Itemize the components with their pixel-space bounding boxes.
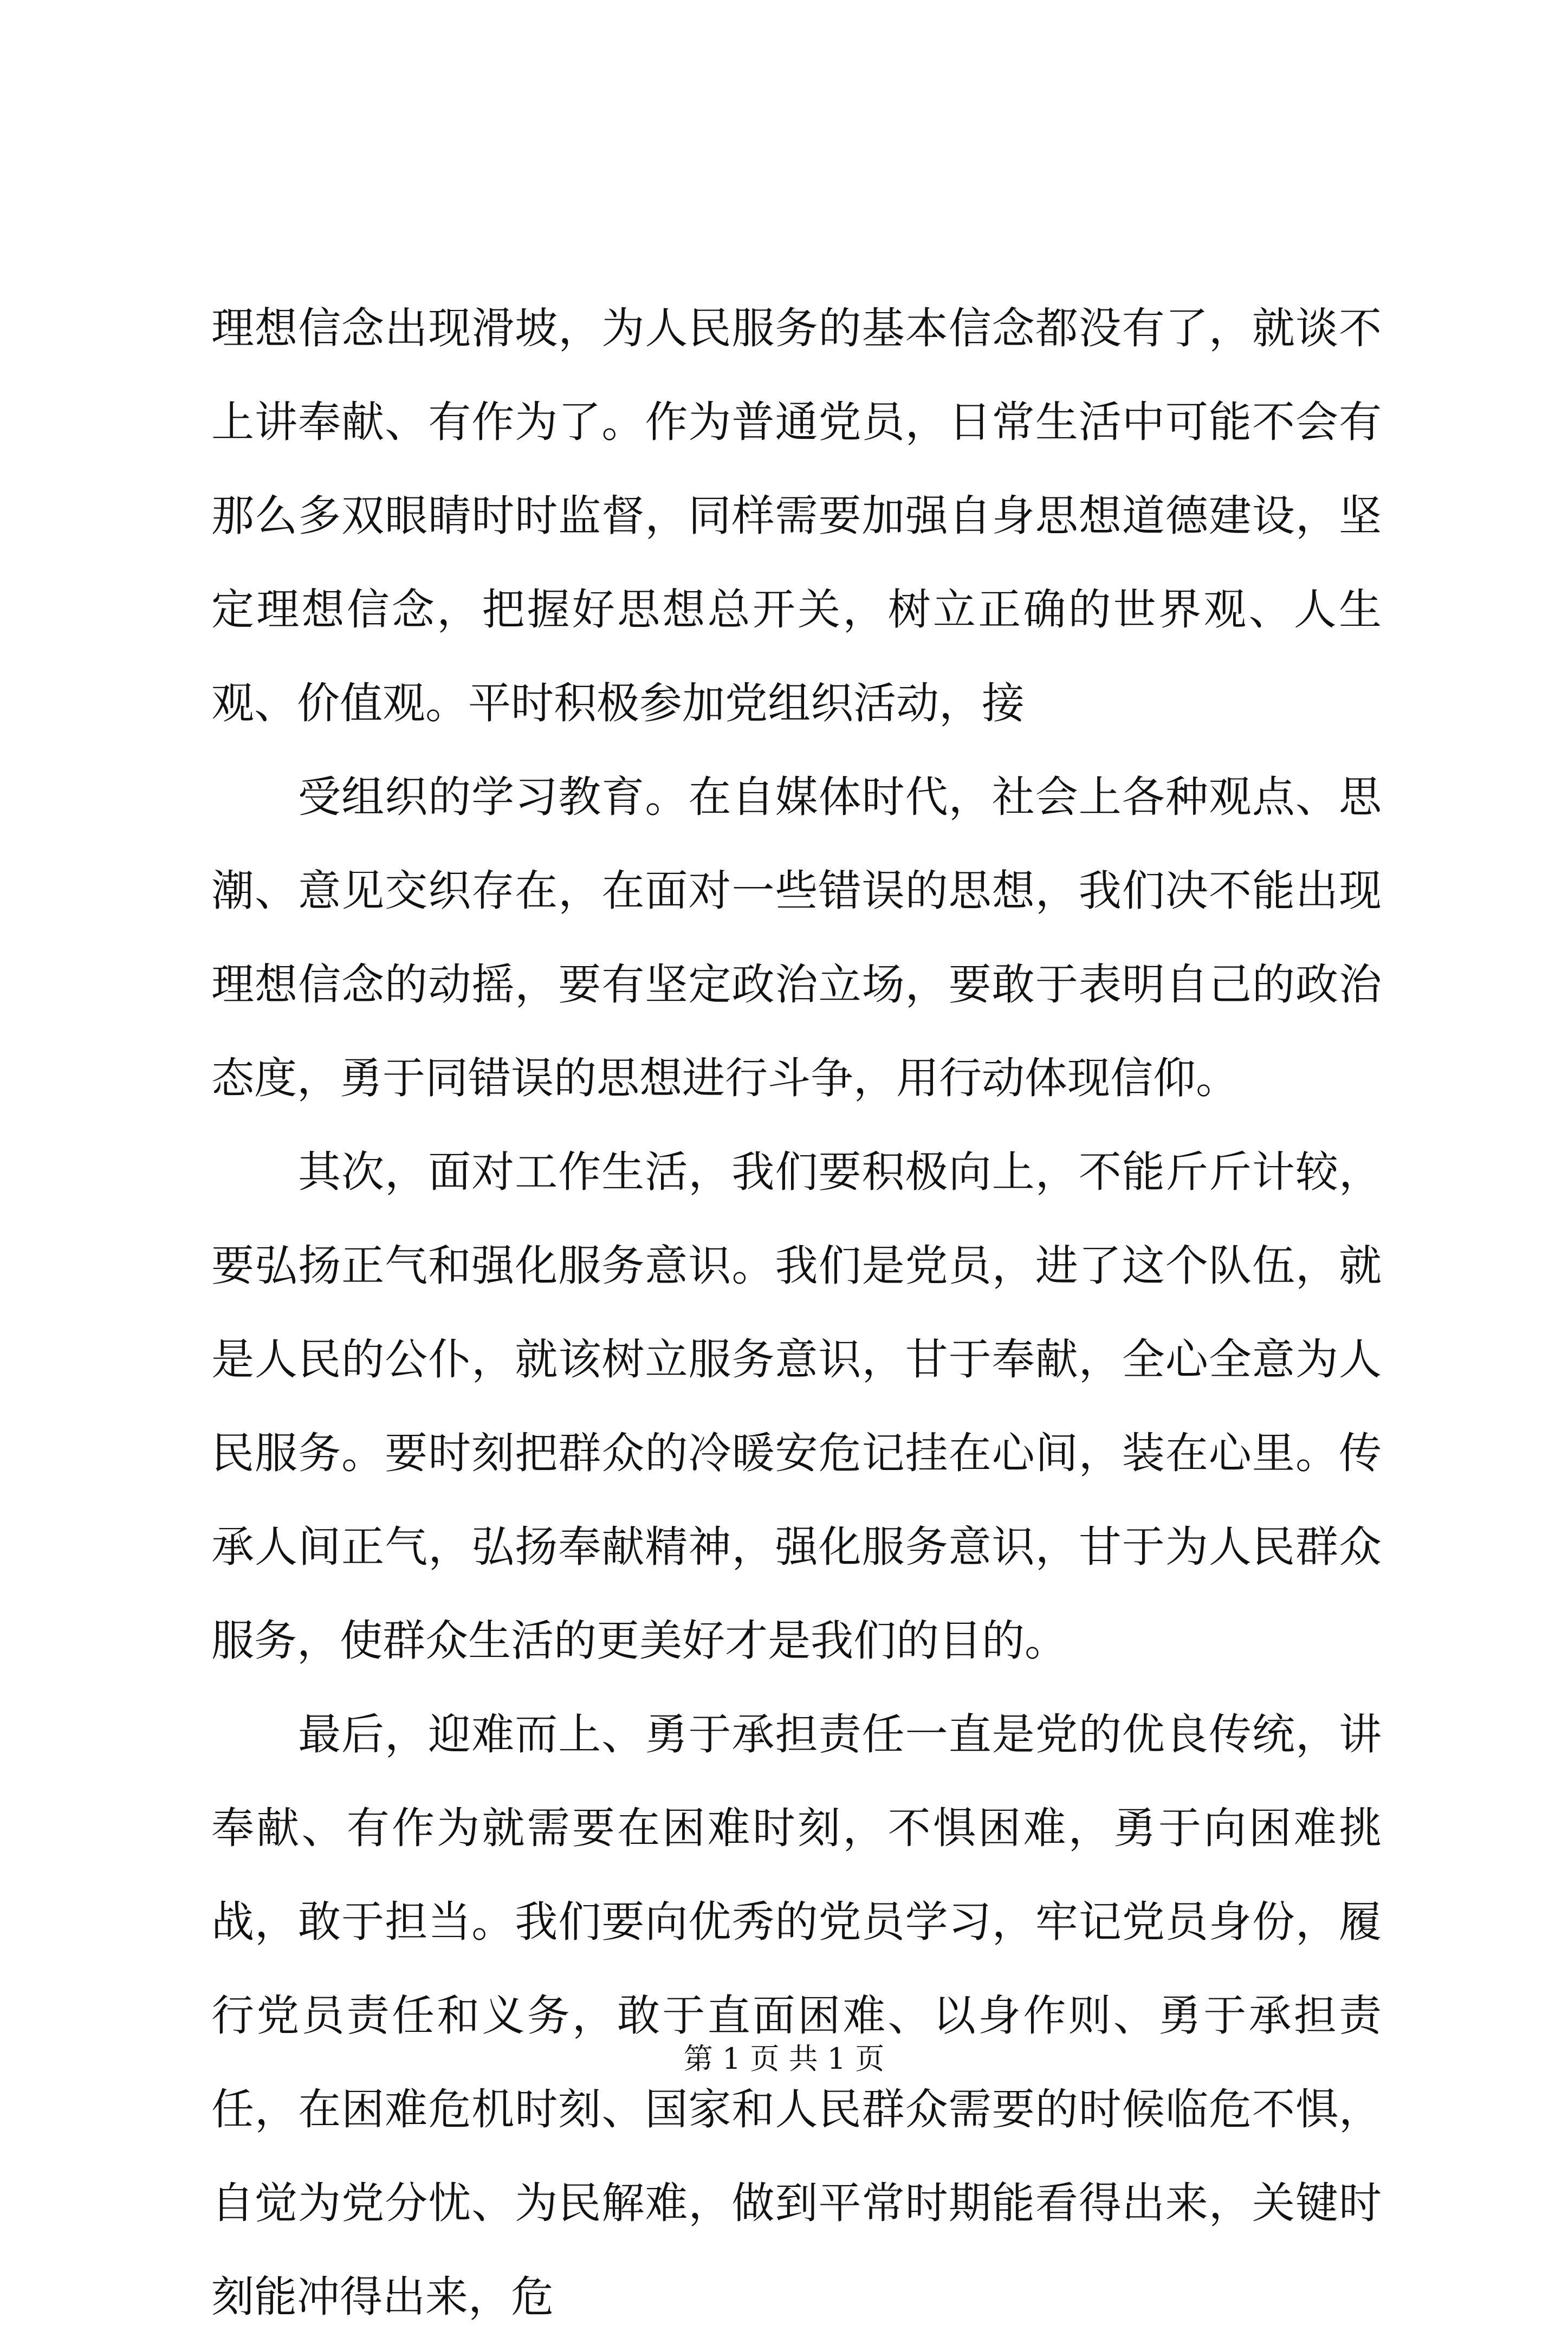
paragraph-2: 受组织的学习教育。在自媒体时代，社会上各种观点、思潮、意见交织存在，在面对一些错误的思想，我们决不能出现理想信念的动摇，要有坚定政治立场，要敢于表明自己的政治态度，勇于同错误的思想进行斗争，用行动体现信仰。 bbox=[211, 772, 1382, 1103]
paragraph-4: 最后，迎难而上、勇于承担责任一直是党的优良传统，讲奉献、有作为就需要在困难时刻，不惧困难，勇于向困难挑战，敢于担当。我们要向优秀的党员学习，牢记党员身份，履行党员责任和义务，敢于直面困难、以身作则、勇于承担责任，在困难危机时刻、国家和人民群众需要的时候临危不惧，自觉为党分忧、为民解难，做到平常时期能看得出来，关键时刻能冲得出来，危 bbox=[211, 1710, 1382, 2322]
paragraph-1: 理想信念出现滑坡，为人民服务的基本信念都没有了，就谈不上讲奉献、有作为了。作为普通党员，日常生活中可能不会有那么多双眼睛时时监督，同样需要加强自身思想道德建设，坚定理想信念，把握好思想总开关，树立正确的世界观、人生观、价值观。平时积极参加党组织活动，接 bbox=[211, 303, 1382, 728]
document-body bbox=[211, 282, 1382, 2344]
paragraph-3: 其次，面对工作生活，我们要积极向上，不能斤斤计较，要弘扬正气和强化服务意识。我们是党员，进了这个队伍，就是人民的公仆，就该树立服务意识，甘于奉献，全心全意为人民服务。要时刻把群众的冷暖安危记挂在心间，装在心里。传承人间正气，弘扬奉献精神，强化服务意识，甘于为人民群众服务，使群众生活的更美好才是我们的目的。 bbox=[211, 1147, 1382, 1666]
page-footer: 第 1 页 共 1 页 bbox=[683, 2042, 885, 2076]
